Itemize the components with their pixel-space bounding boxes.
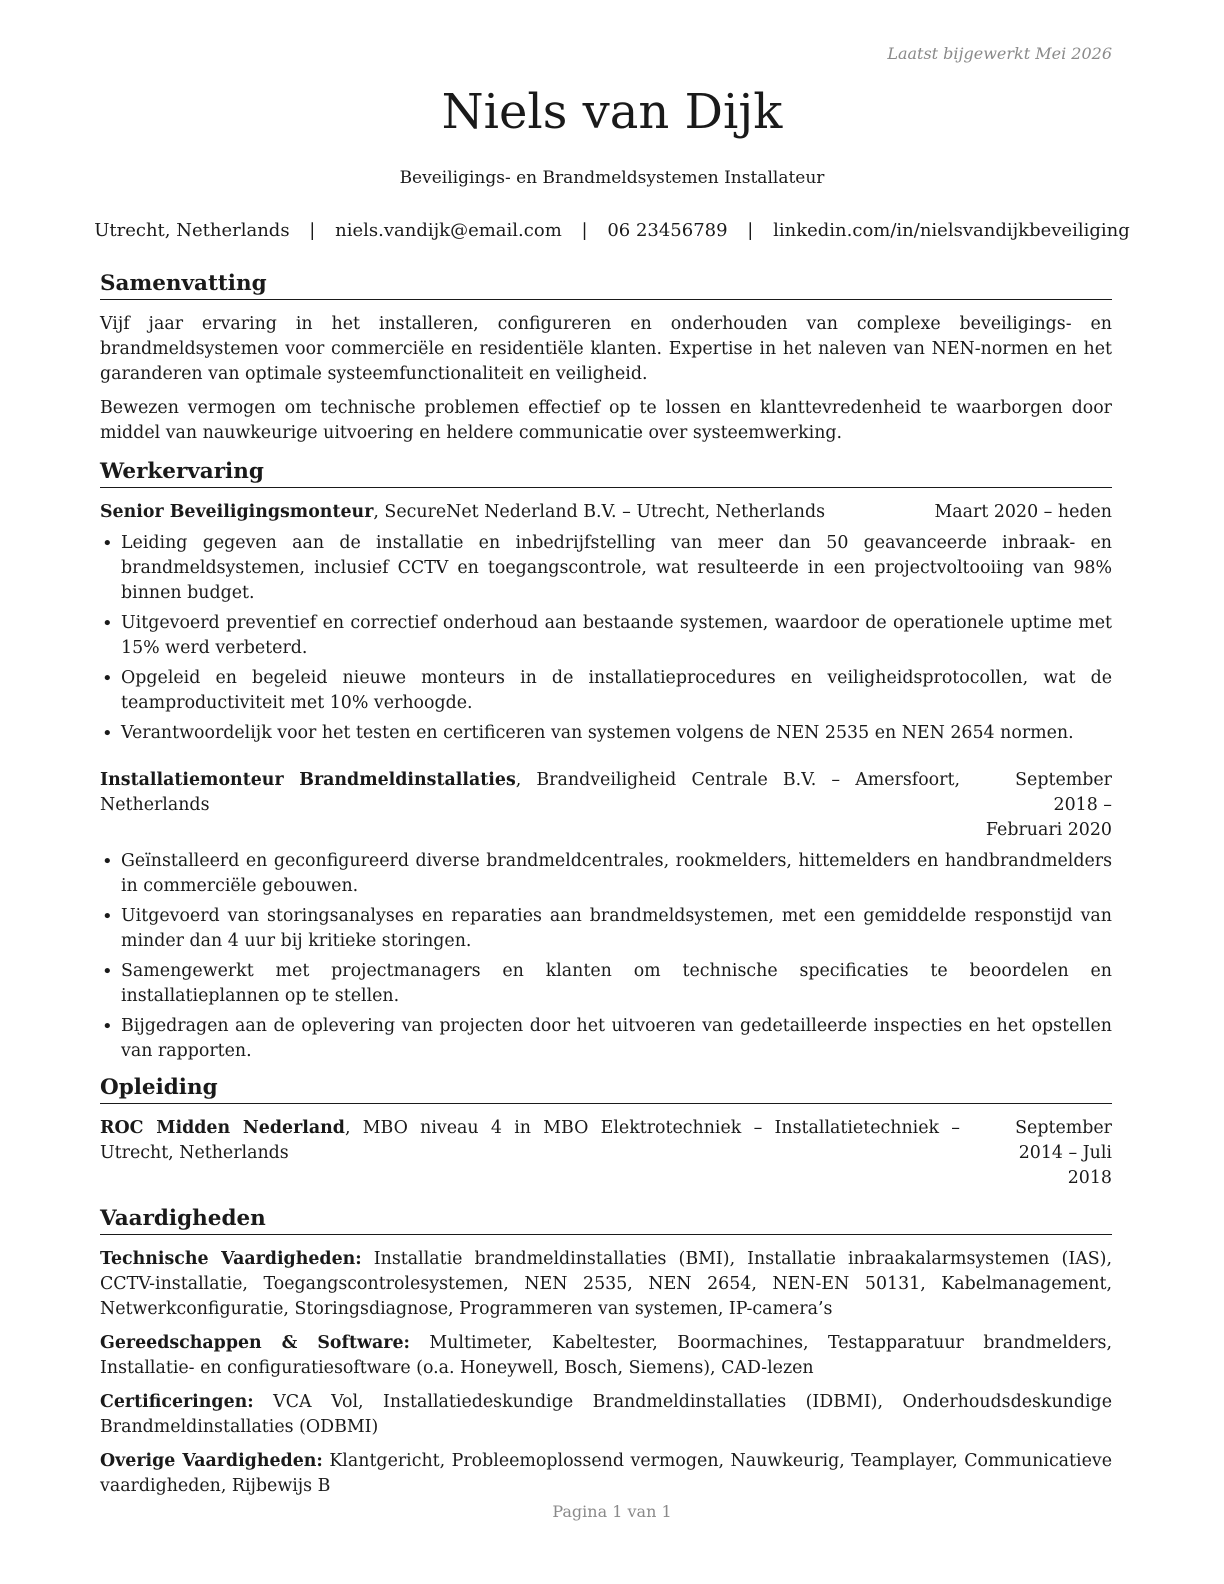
skill-group-label: Certificeringen: [100,1392,254,1412]
section-heading: Opleiding [100,1074,1112,1104]
job-role: Installatiemonteur Brandmeldinstallaties [100,770,516,790]
skill-group [100,1449,1112,1499]
skill-group-label: Technische Vaardigheden: [100,1249,362,1269]
job-bullet: • Geïnstalleerd en geconfigureerd diverse brandmeldcentrales, rookmelders, hittemelders en handbrandmelders in commerciële gebouwen. [100,849,1112,899]
skill-group-text: VCA Vol, Installatiedeskundige Brandmeldinstallaties (IDBMI), Onderhoudsdeskundige Brandmeldinstallaties (ODBMI) [100,1392,1112,1437]
education-dates: September 2014 – Juli 2018 [1015,1118,1112,1188]
education-school-program [100,1116,960,1166]
skill-group [100,1247,1112,1322]
contact-location: Utrecht, Netherlands [94,220,290,241]
section-heading: Vaardigheden [100,1205,1112,1235]
education-entry [100,1116,1112,1191]
skill-group [100,1390,1112,1440]
summary-paragraph: Vijf jaar ervaring in het installeren, configureren en onderhouden van complexe beveiligings- en brandmeldsystemen voor commerciële en residentiële klanten. Expertise in het naleven van NEN-normen en het garanderen van optimale systeemfunctionaliteit en veiligheid. [100,314,1112,384]
job-entry [100,768,1112,1064]
contact-linkedin[interactable]: linkedin.com/in/nielsvandijkbeveiliging [773,220,1130,241]
job-header [100,768,1112,843]
contact-email[interactable]: niels.vandijk@email.com [335,220,562,241]
job-bullet: • Leiding gegeven aan de installatie en inbedrijfstelling van meer dan 50 geavanceerde inbraak- en brandmeldsystemen, inclusief CCTV en toegangscontrole, wat resulteerde in een projectvoltooiing van 98% binnen budget. [100,531,1112,606]
education-section [100,1074,1112,1191]
candidate-name: Niels van Dijk [441,84,783,140]
skill-group-text: Installatie brandmeldinstallaties (BMI), Installatie inbraakalarmsystemen (IAS), CCTV-installatie, Toegangscontrolesystemen, NEN 2535, NEN 2654, NEN-EN 50131, Kabelmanagement, Netwerkconfiguratie, Storingsdiagnose, Programmeren van systemen, IP-camera’s [100,1249,1112,1319]
job-bullet: • Verantwoordelijk voor het testen en certificeren van systemen volgens de NEN 2535 en NEN 2654 normen. [100,721,1112,746]
contact-separator: | [309,220,316,241]
experience-section [100,458,1112,1064]
skill-group-text: Klantgericht, Probleemoplossend vermogen, Nauwkeurig, Teamplayer, Communicatieve vaardigheden, Rijbewijs B [100,1451,1113,1496]
contact-separator: | [747,220,754,241]
skill-group-label: Overige Vaardigheden: [100,1451,323,1471]
job-role: Senior Beveiligingsmonteur [100,502,374,522]
job-dates: Maart 2020 – heden [934,502,1112,522]
last-updated-note: Laatst bijgewerkt Mei 2026 [887,44,1112,63]
contact-separator: | [581,220,588,241]
summary-paragraph: Bewezen vermogen om technische problemen effectief op te lossen en klanttevredenheid te waarborgen door middel van nauwkeurige uitvoering en heldere communicatie over systeemwerking. [100,398,1112,443]
job-role-company [100,768,960,818]
education-detail: , MBO niveau 4 in MBO Elektrotechniek – Installatietechniek – Utrecht, Netherlands [100,1118,960,1163]
contact-line [0,220,1224,241]
contact-phone[interactable]: 06 23456789 [607,220,728,241]
job-bullet: • Opgeleid en begeleid nieuwe monteurs in de installatieprocedures en veiligheidsprotocollen, wat de teamproductiviteit met 10% verhoogde. [100,666,1112,716]
job-bullets [100,531,1112,746]
job-role-company [100,500,825,525]
job-dates: September 2018 – Februari 2020 [985,770,1112,840]
section-heading: Werkervaring [100,458,1112,488]
job-bullet: • Samengewerkt met projectmanagers en klanten om technische specificaties te beoordelen en installatieplannen op te stellen. [100,959,1112,1009]
skill-group-label: Gereedschappen & Software: [100,1333,410,1353]
skill-group [100,1331,1112,1381]
resume-content [100,270,1112,1508]
section-heading: Samenvatting [100,270,1112,300]
education-school: ROC Midden Nederland [100,1118,345,1138]
job-bullet: • Uitgevoerd van storingsanalyses en reparaties aan brandmeldsystemen, met een gemiddelde responstijd van minder dan 4 uur bij kritieke storingen. [100,904,1112,954]
job-header [100,500,1112,525]
job-bullets [100,849,1112,1064]
job-bullet: • Bijgedragen aan de oplevering van projecten door het uitvoeren van gedetailleerde inspecties en het opstellen van rapporten. [100,1014,1112,1064]
job-bullet: • Uitgevoerd preventief en correctief onderhoud aan bestaande systemen, waardoor de operationele uptime met 15% werd verbeterd. [100,611,1112,661]
job-entry [100,500,1112,746]
page-number: Pagina 1 van 1 [552,1502,672,1521]
summary-section [100,270,1112,446]
job-company: , Brandveiligheid Centrale B.V. – Amersfoort, Netherlands [100,770,960,815]
skill-group-text: Multimeter, Kabeltester, Boormachines, Testapparatuur brandmelders, Installatie- en configuratiesoftware (o.a. Honeywell, Bosch, Siemens), CAD-lezen [100,1333,1112,1378]
job-company: , SecureNet Nederland B.V. – Utrecht, Netherlands [373,502,826,522]
job-title: Beveiligings- en Brandmeldsystemen Installateur [399,168,825,188]
skills-section [100,1205,1112,1499]
